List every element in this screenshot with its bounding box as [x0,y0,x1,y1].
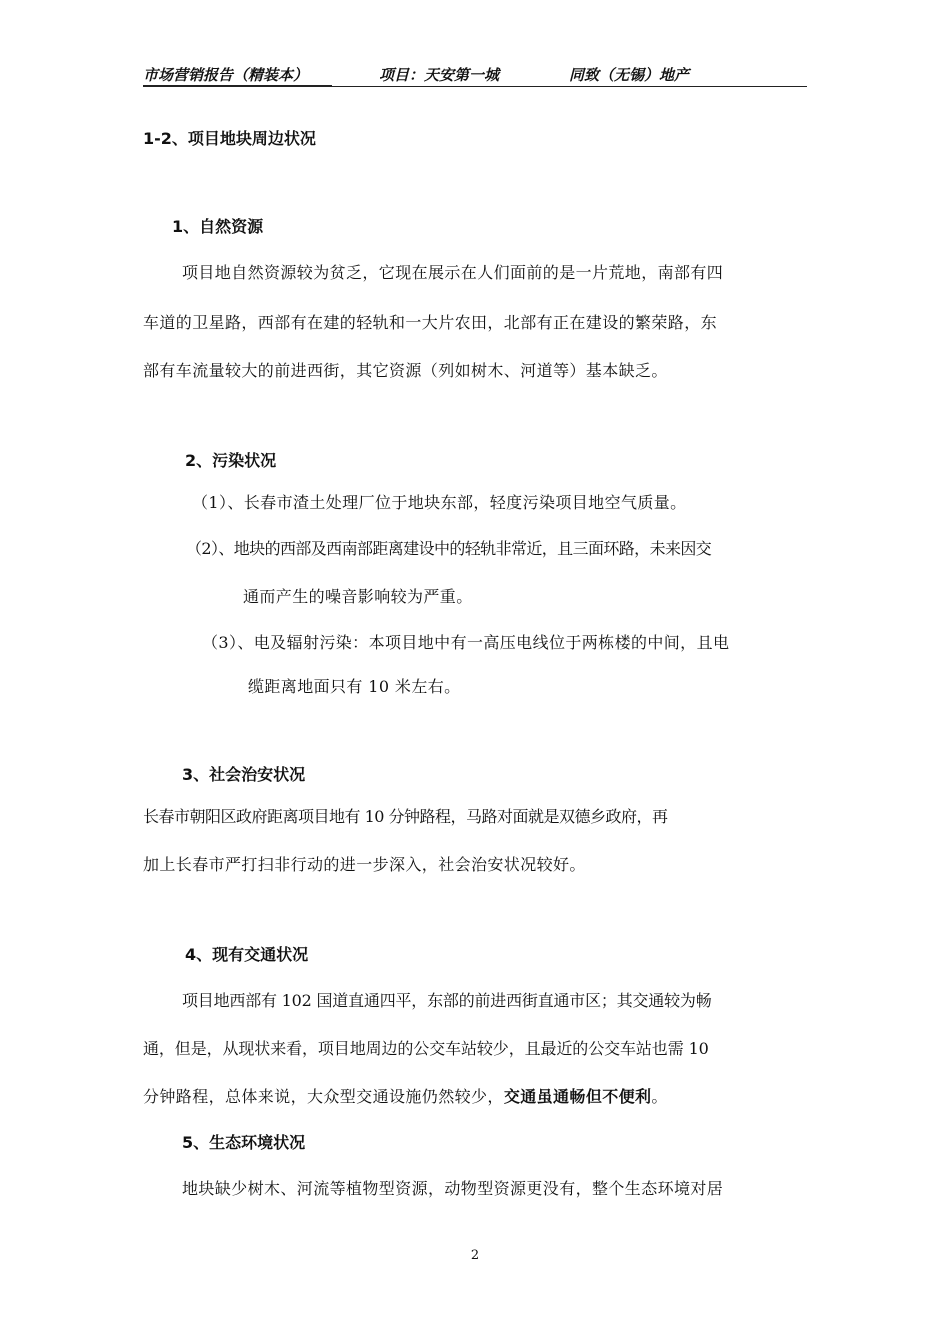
paragraph-line: 加上长春市严打扫非行动的进一步深入，社会治安状况较好。 [143,855,586,874]
page-header [143,62,807,87]
pollution-item-continuation: 通而产生的噪音影响较为严重。 [243,587,473,606]
paragraph-line: 部有车流量较大的前进西街，其它资源（列如树木、河道等）基本缺乏。 [143,361,668,380]
text-normal: 分钟路程，总体来说，大众型交通设施仍然较少， [143,1087,504,1106]
paragraph-line [143,1084,668,1107]
security-heading: 3、社会治安状况 [182,765,306,784]
text-normal: 。 [651,1087,668,1106]
section-title: 1-2、项目地块周边状况 [143,129,316,148]
page-number: 2 [470,1248,480,1263]
paragraph-line: 车道的卫星路，西部有在建的轻轨和一大片农田，北部有正在建设的繁荣路，东 [143,313,718,332]
pollution-item-continuation: 缆距离地面只有 10 米左右。 [248,677,461,696]
pollution-item: （1）、长春市渣土处理厂位于地块东部，轻度污染项目地空气质量。 [192,493,687,512]
pollution-heading: 2、污染状况 [185,451,277,470]
ecology-heading: 5、生态环境状况 [182,1133,306,1152]
header-project: 项目：天安第一城 [379,66,500,84]
emphasis-text: 交通虽通畅但不便利 [503,1087,652,1106]
paragraph-line: 项目地西部有 102 国道直通四平，东部的前进西街直通市区；其交通较为畅 [182,991,712,1010]
paragraph-line: 地块缺少树木、河流等植物型资源，动物型资源更没有，整个生态环境对居 [182,1179,724,1198]
traffic-heading: 4、现有交通状况 [185,945,309,964]
paragraph-line: 长春市朝阳区政府距离项目地有 10 分钟路程，马路对面就是双德乡政府，再 [143,807,668,826]
paragraph-line: 项目地自然资源较为贫乏，它现在展示在人们面前的是一片荒地，南部有四 [182,263,724,282]
paragraph-line: 通，但是，从现状来看，项目地周边的公交车站较少，且最近的公交车站也需 10 [143,1039,709,1058]
pollution-item: （2）、地块的西部及西南部距离建设中的轻轨非常近，且三面环路，未来因交 [186,539,712,558]
pollution-item: （3）、电及辐射污染：本项目地中有一高压电线位于两栋楼的中间，且电 [202,633,730,652]
header-report-title: 市场营销报告（精装本） [143,64,332,87]
natural-heading: 1、自然资源 [172,217,264,236]
header-company: 同致（无锡）地产 [569,66,690,84]
